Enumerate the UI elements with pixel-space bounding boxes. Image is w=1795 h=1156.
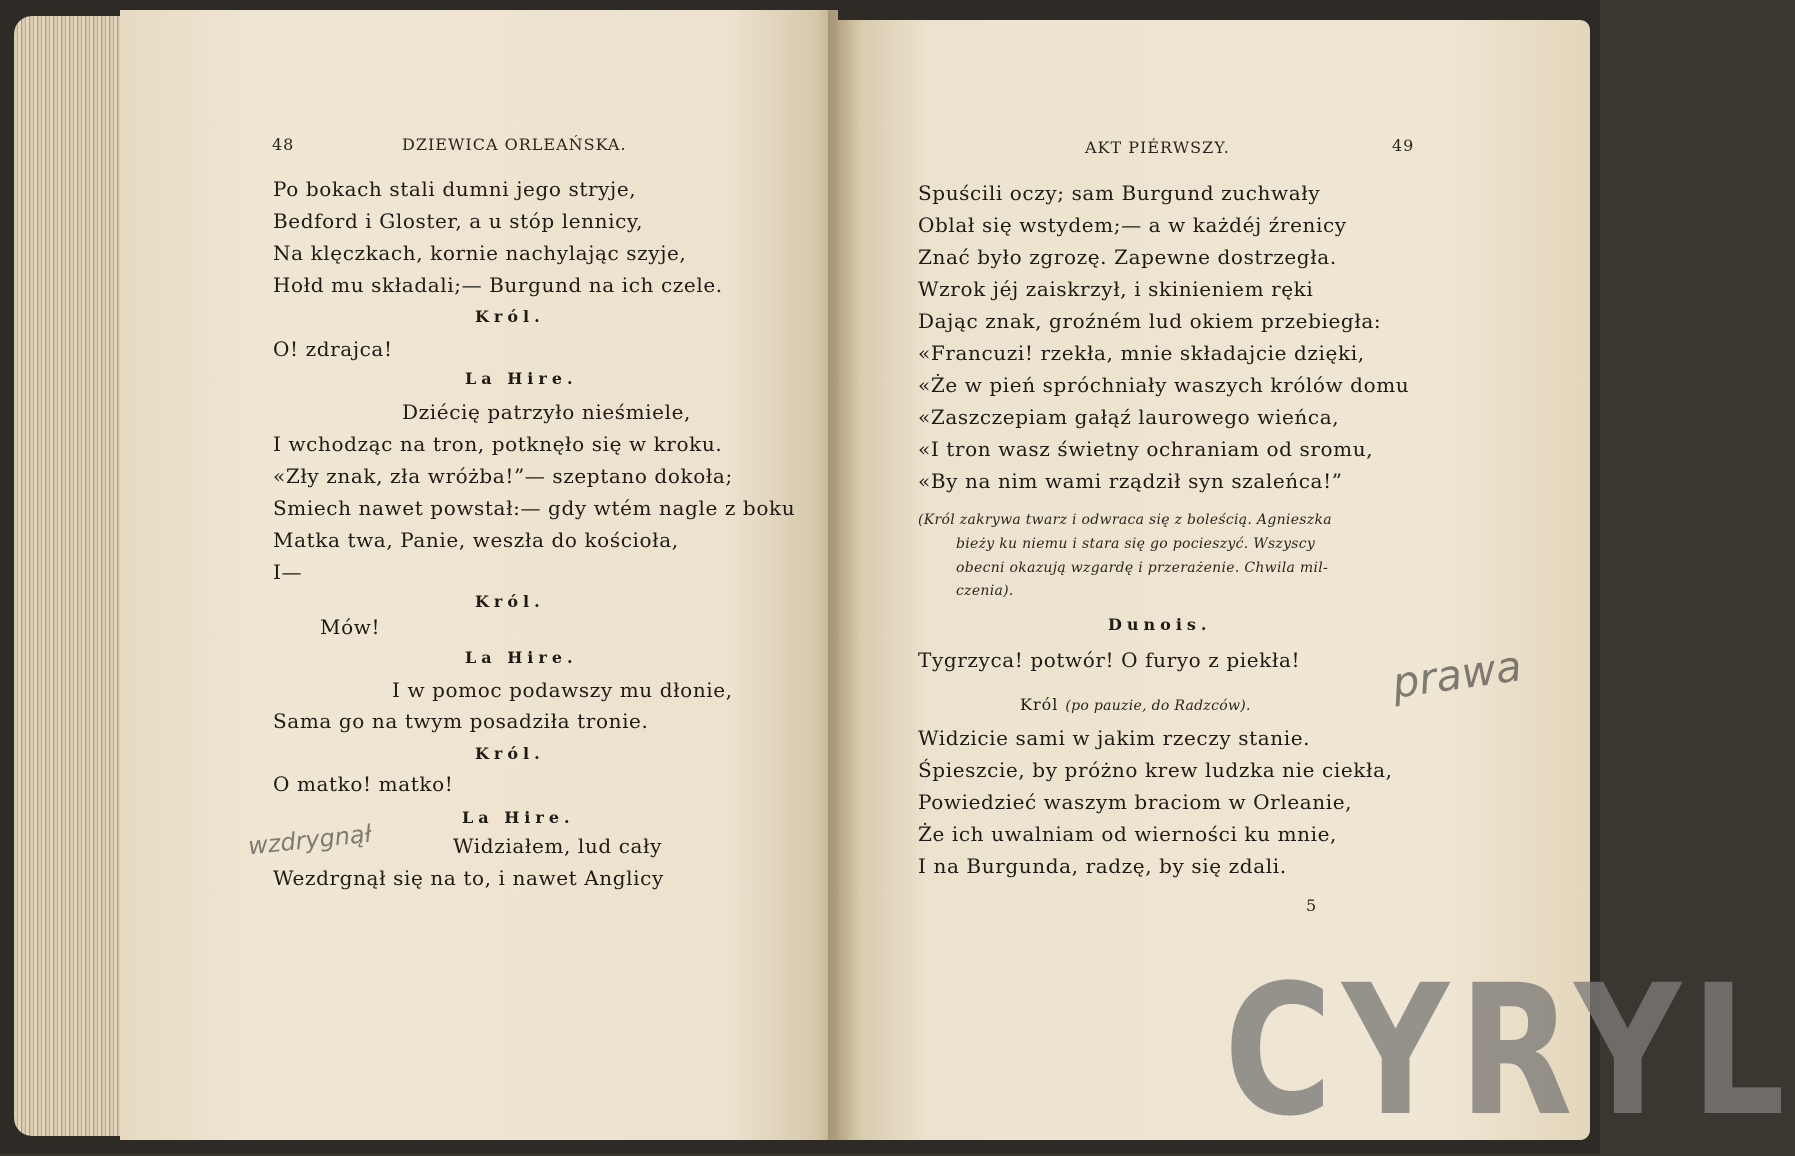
right-running-head: AKT PIÉRWSZY. [1085, 138, 1230, 157]
speaker-heading: Dunois. [1108, 615, 1212, 634]
verse-line: «By na nim wami rządził syn szaleńca!” [918, 469, 1343, 493]
verse-line: I w pomoc podawszy mu dłonie, [392, 678, 733, 702]
speaker-heading: La Hire. [465, 369, 578, 388]
stage-direction: (po pauzie, do Radzców). [1065, 698, 1251, 714]
verse-line: Znać było zgrozę. Zapewne dostrzegła. [918, 245, 1337, 269]
verse-line: Wzrok jéj zaiskrzył, i skinieniem ręki [918, 277, 1314, 301]
verse-line: Wezdrgnął się na to, i nawet Anglicy [273, 866, 664, 890]
verse-line: «Francuzi! rzekła, mnie składajcie dzięki, [918, 341, 1365, 365]
verse-line: Że ich uwalniam od wierności ku mnie, [918, 822, 1338, 846]
right-page-number: 49 [1392, 136, 1415, 155]
verse-line: I— [273, 560, 303, 584]
verse-line: «I tron wasz świetny ochraniam od sromu, [918, 437, 1374, 461]
verse-line: Spuścili oczy; sam Burgund zuchwały [918, 181, 1321, 205]
verse-line: I na Burgunda, radzę, by się zdali. [918, 854, 1287, 878]
speaker-heading: La Hire. [465, 648, 578, 667]
signature-mark: 5 [1306, 896, 1317, 915]
handwritten-note: wzdrygnął [246, 819, 373, 861]
verse-line: Śpieszcie, by próżno krew ludzka nie ciekła, [918, 758, 1393, 782]
speaker-heading: Król [1020, 695, 1059, 714]
left-running-head: DZIEWICA ORLEAŃSKA. [402, 135, 627, 154]
speaker-heading: Król. [475, 744, 545, 763]
verse-line: I wchodząc na tron, potknęło się w kroku. [273, 432, 723, 456]
verse-line: Hołd mu składali;— Burgund na ich czele. [273, 273, 723, 297]
stage-direction-line: bieży ku niemu i stara się go pocieszyć. Wszyscy [956, 536, 1316, 552]
verse-line: «Zaszczepiam gałąź laurowego wieńca, [918, 405, 1340, 429]
verse-line: Dając znak, groźném lud okiem przebiegła: [918, 309, 1382, 333]
page-edges [14, 16, 124, 1136]
stage-direction-line: obecni okazują wzgardę i przerażenie. Chwila mil- [956, 560, 1329, 576]
verse-line: Tygrzyca! potwór! O furyo z piekła! [918, 648, 1301, 672]
stage-direction-line: czenia). [956, 583, 1014, 599]
left-page-number: 48 [272, 135, 295, 154]
verse-line: O matko! matko! [273, 772, 454, 796]
verse-line: Sama go na twym posadziła tronie. [273, 709, 649, 733]
handwritten-note: prawa [1389, 641, 1525, 708]
stage-direction-line: (Król zakrywa twarz i odwraca się z boleścią. Agnieszka [918, 512, 1332, 528]
verse-line: Dziécię patrzyło nieśmiele, [402, 400, 692, 424]
verse-line: Na klęczkach, kornie nachylając szyje, [273, 241, 687, 265]
verse-line: «Zły znak, zła wróżba!”— szeptano dokoła; [273, 464, 733, 488]
watermark-logo: CYRYL [1224, 947, 1795, 1156]
verse-line: Mów! [320, 615, 381, 639]
verse-line: «Że w pień spróchniały waszych królów domu [918, 373, 1410, 397]
verse-line: Smiech nawet powstał:— gdy wtém nagle z boku [273, 496, 796, 520]
verse-line: Oblał się wstydem;— a w każdéj źrenicy [918, 213, 1347, 237]
verse-line: Po bokach stali dumni jego stryje, [273, 177, 637, 201]
verse-line: Powiedzieć waszym braciom w Orleanie, [918, 790, 1353, 814]
speaker-heading: Król. [475, 307, 545, 326]
speaker-heading: Król. [475, 592, 545, 611]
verse-line: Widzicie sami w jakim rzeczy stanie. [918, 726, 1311, 750]
verse-line: Matka twa, Panie, weszła do kościoła, [273, 528, 679, 552]
verse-line: O! zdrajca! [273, 337, 393, 361]
speaker-with-direction [1020, 691, 1251, 715]
speaker-heading: La Hire. [462, 808, 575, 827]
verse-line: Widziałem, lud cały [453, 834, 663, 858]
verse-line: Bedford i Gloster, a u stóp lennicy, [273, 209, 644, 233]
